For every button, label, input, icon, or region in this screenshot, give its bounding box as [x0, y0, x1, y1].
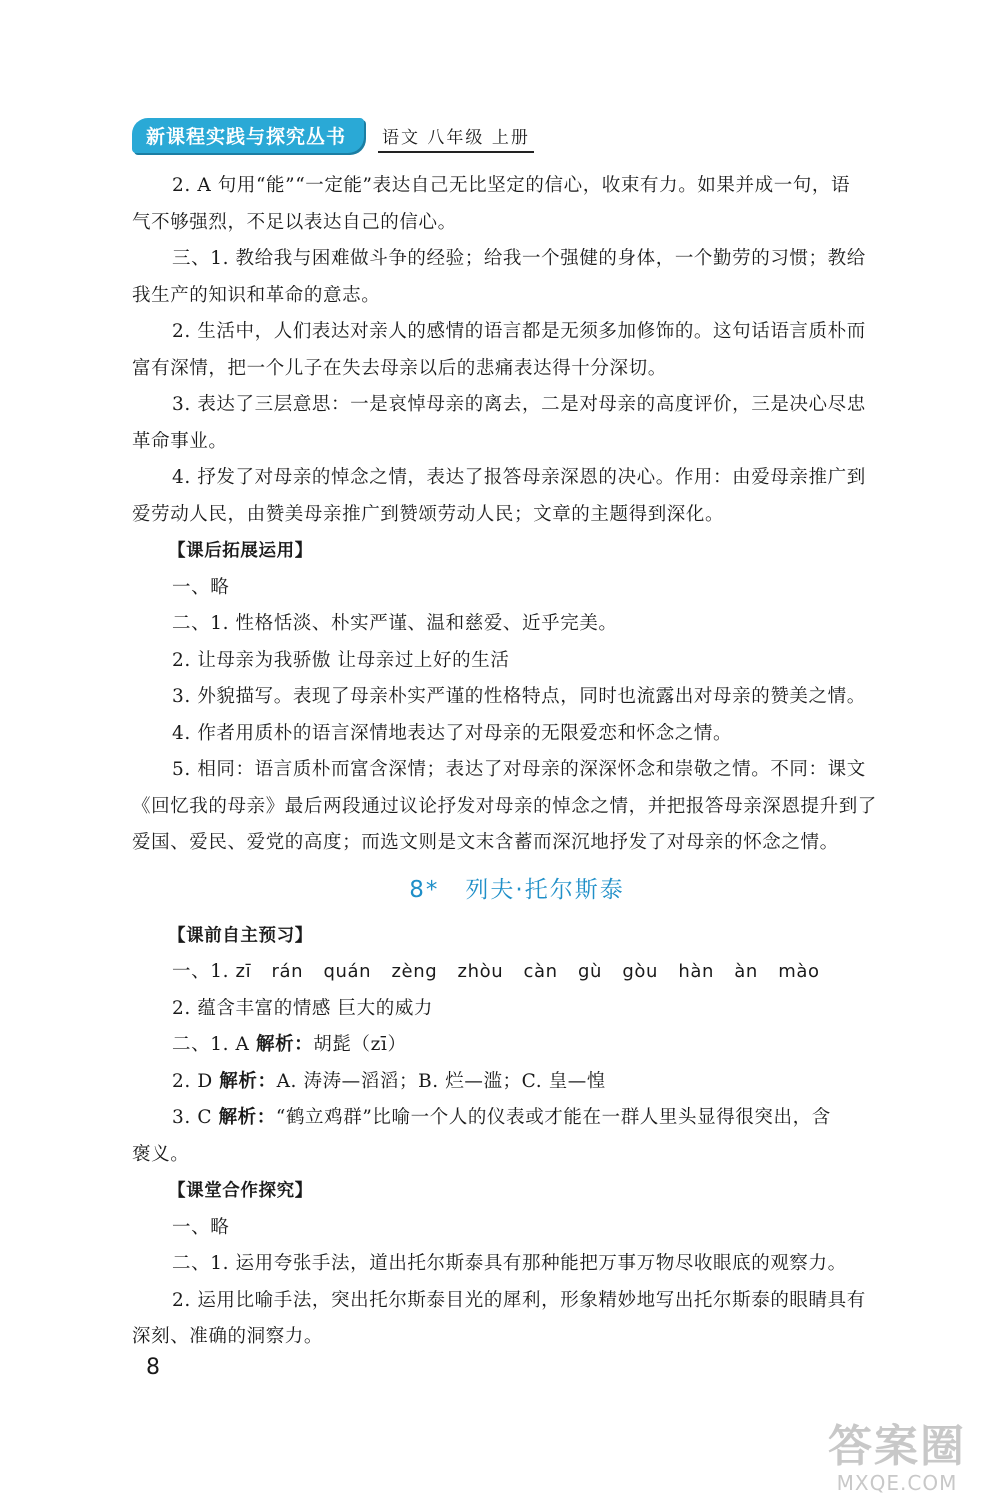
text-line: 3. 外貌描写。表现了母亲朴实严谨的性格特点，同时也流露出对母亲的赞美之情。 — [172, 686, 866, 707]
text-line: 4. 作者用质朴的语言深情地表达了对母亲的无限爱恋和怀念之情。 — [172, 722, 733, 744]
text-line: 褒义。 — [132, 1143, 190, 1165]
text-line: 革命事业。 — [132, 430, 228, 452]
chapter-number: 8* — [409, 876, 440, 903]
text-line: 5. 相同：语言质朴而富含深情；表达了对母亲的深深怀念和崇敬之情。不同：课文 — [172, 759, 866, 780]
text-line — [132, 1027, 902, 1064]
text-line: 二、1. 性格恬淡、朴实严谨、温和慈爱、近乎完美。 — [172, 613, 618, 634]
text-line: 二、1. 运用夸张手法，道出托尔斯泰具有那种能把万事万物尽收眼底的观察力。 — [172, 1253, 847, 1274]
item-number: 一、1. — [172, 961, 230, 982]
text-line: 我生产的知识和革命的意志。 — [132, 284, 381, 306]
text-line: 三、1. 教给我与困难做斗争的经验；给我一个强健的身体，一个勤劳的习惯；教给 — [172, 248, 866, 269]
text-line: 2. 运用比喻手法，突出托尔斯泰目光的犀利，形象精妙地写出托尔斯泰的眼睛具有 — [172, 1289, 866, 1311]
text-line: 爱劳动人民，由赞美母亲推广到赞颂劳动人民；文章的主题得到深化。 — [132, 503, 725, 525]
text-line: 2. 让母亲为我骄傲 让母亲过上好的生活 — [172, 649, 510, 671]
analysis-text: “鹤立鸡群”比喻一个人的仪表或才能在一群人里头显得很突出，含 — [275, 1107, 831, 1128]
text-line — [132, 1100, 902, 1137]
text-line: 3. 表达了三层意思：一是哀悼母亲的离去，二是对母亲的高度评价，三是决心尽忠 — [172, 394, 866, 415]
text-line: 气不够强烈，不足以表达自己的信心。 — [132, 211, 457, 233]
text-line: 2. 生活中，人们表达对亲人的感情的语言都是无须多加修饰的。这句话语言质朴而 — [172, 321, 866, 342]
text-line: 爱国、爱民、爱党的高度；而选文则是文末含蓄而深沉地抒发了对母亲的怀念之情。 — [132, 832, 839, 853]
text-line: 《回忆我的母亲》最后两段通过议论抒发对母亲的悼念之情，并把报答母亲深恩提升到了 — [132, 795, 877, 817]
text-line: 深刻、准确的洞察力。 — [132, 1326, 324, 1347]
pinyin-answers: zī rán quán zèng zhòu càn gù gòu hàn àn mào — [235, 961, 820, 982]
section-heading: 【课后拓展运用】 — [168, 541, 313, 561]
subject-label: 语文 八年级 上册 — [378, 123, 534, 153]
text-line: 2. 蕴含丰富的情感 巨大的威力 — [172, 997, 434, 1019]
analysis-label: 解析： — [219, 1070, 277, 1092]
text-line — [132, 1064, 902, 1101]
watermark-url: MXQE.COM — [836, 1471, 958, 1495]
text-line: 一、略 — [172, 1216, 230, 1238]
page-number: 8 — [146, 1355, 160, 1380]
text-line: 2. A 句用“能”“一定能”表达自己无比坚定的信心，收束有力。如果并成一句，语 — [172, 175, 851, 196]
text-line — [132, 954, 902, 991]
text-line: 4. 抒发了对母亲的悼念之情，表达了报答母亲深恩的决心。作用：由爱母亲推广到 — [172, 467, 866, 488]
page-header — [132, 118, 534, 153]
analysis-text: 胡髭（zī） — [313, 1034, 407, 1055]
analysis-text: A. 涛涛—滔滔；B. 烂—滥；C. 皇—惶 — [276, 1070, 606, 1092]
chapter-name: 列夫·托尔斯泰 — [465, 876, 625, 903]
answer: 2. D — [172, 1070, 220, 1092]
section-heading: 【课堂合作探究】 — [168, 1181, 313, 1201]
text-line: 富有深情，把一个儿子在失去母亲以后的悲痛表达得十分深切。 — [132, 357, 667, 379]
answer: 二、1. A — [172, 1034, 256, 1055]
text-line: 一、略 — [172, 576, 230, 598]
answer: 3. C — [172, 1107, 219, 1128]
chapter-title — [132, 862, 902, 918]
analysis-label: 解析： — [218, 1107, 276, 1128]
section-heading: 【课前自主预习】 — [168, 925, 313, 946]
series-badge: 新课程实践与探究丛书 — [132, 118, 364, 153]
watermark-logo: 答案圈 — [828, 1421, 966, 1472]
analysis-label: 解析： — [255, 1034, 314, 1055]
watermark — [812, 1423, 982, 1495]
page-content — [132, 168, 902, 1356]
